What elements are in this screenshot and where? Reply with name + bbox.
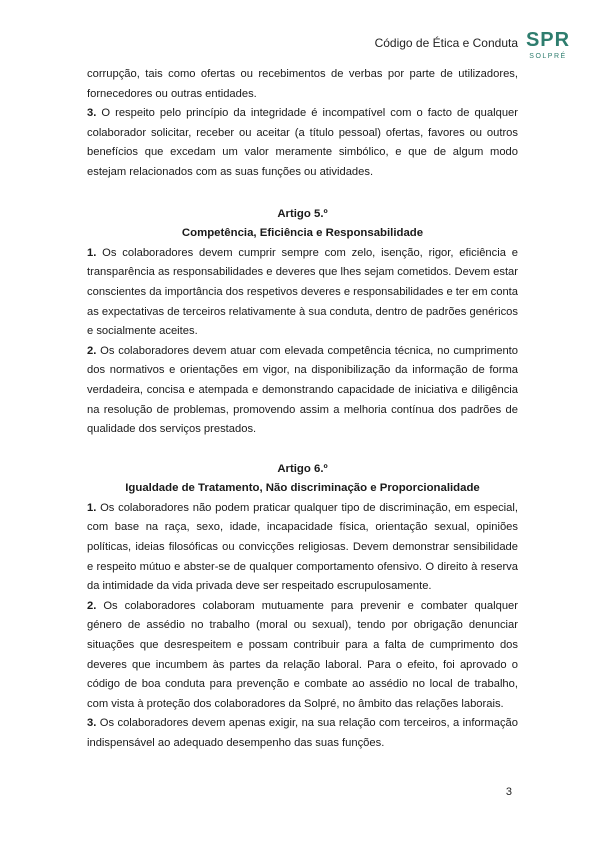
intro-item-3 [87, 104, 518, 182]
item-number: 3. [87, 717, 97, 730]
article-6-item-2 [87, 597, 518, 715]
item-text: O respeito pelo princípio da integridade é incompatível com o facto de qualquer colaborador solicitar, receber ou aceitar (a título pessoal) ofertas, favores ou outros benefícios que excedam um valor meramente simbólico, e que de algum modo estejam relacionados com as suas funções ou atividades. [87, 107, 518, 178]
item-number: 2. [87, 344, 97, 357]
item-number: 1. [87, 246, 97, 259]
item-text: Os colaboradores devem cumprir sempre com zelo, isenção, rigor, eficiência e transparência as responsabilidades e deveres que lhes sejam cometidos. Devem estar conscientes da importância dos respetivos deveres e responsabilidades e ter em conta as expectativas de terceiros relativamente à sua conduta, dentro de padrões genéricos e socialmente aceites. [87, 246, 518, 338]
article-5-title: Artigo 5.º [277, 207, 328, 220]
item-text: Os colaboradores devem apenas exigir, na sua relação com terceiros, a informação indispensável ao adequado desempenho das suas funções. [87, 717, 518, 749]
document-title: Código de Ética e Conduta [374, 36, 518, 50]
item-number: 1. [87, 501, 97, 514]
item-text: Os colaboradores não podem praticar qualquer tipo de discriminação, em especial, com base na raça, sexo, idade, incapacidade física, orientação sexual, opiniões políticas, ideias filosóficas ou convicções religiosas. Devem demonstrar sensibilidade e respeito mútuo e abster-se de qualquer comportamento ofensivo. O direito à reserva da intimidade da vida privada deve ser respeitado escrupulosamente. [87, 501, 518, 593]
article-6-title: Artigo 6.º [277, 462, 328, 475]
document-body [87, 65, 518, 754]
article-6-item-3 [87, 714, 518, 753]
article-5-subtitle: Competência, Eficiência e Responsabilidade [181, 227, 424, 240]
article-6-subtitle: Igualdade de Tratamento, Não discriminação e Proporcionalidade [125, 482, 480, 495]
intro-paragraph: corrupção, tais como ofertas ou recebimentos de verbas por parte de utilizadores, fornecedores ou outras entidades. [87, 68, 518, 100]
logo-subtext: SOLPRÉ [529, 53, 567, 60]
article-5-item-2 [87, 342, 518, 440]
logo-text: SPR [525, 29, 571, 51]
page-number: 3 [505, 786, 512, 798]
item-number: 3. [87, 107, 97, 120]
page-header [0, 24, 600, 64]
item-number: 2. [87, 599, 97, 612]
solpre-logo-icon [520, 26, 576, 62]
item-text: Os colaboradores colaboram mutuamente para prevenir e combater qualquer género de assédio no trabalho (moral ou sexual), tendo por obrigação denunciar situações que desrespeitem e possam contribuir para a falta de cumprimento dos deveres que incumbem às partes da relação laboral. Para o efeito, foi aprovado o código de boa conduta para prevenção e combate ao assédio no local de trabalho, com vista à proteção dos colaboradores da Solpré, no âmbito das relações laborais. [87, 599, 518, 710]
article-6-item-1 [87, 499, 518, 597]
article-5-item-1 [87, 244, 518, 342]
item-text: Os colaboradores devem atuar com elevada competência técnica, no cumprimento dos normativos e orientações em vigor, na disponibilização da informação de forma verdadeira, concisa e atempada e demonstrando capacidade de iniciativa e diligência na resolução de problemas, promovendo assim a melhoria contínua dos padrões de qualidade dos serviços prestados. [87, 344, 518, 436]
